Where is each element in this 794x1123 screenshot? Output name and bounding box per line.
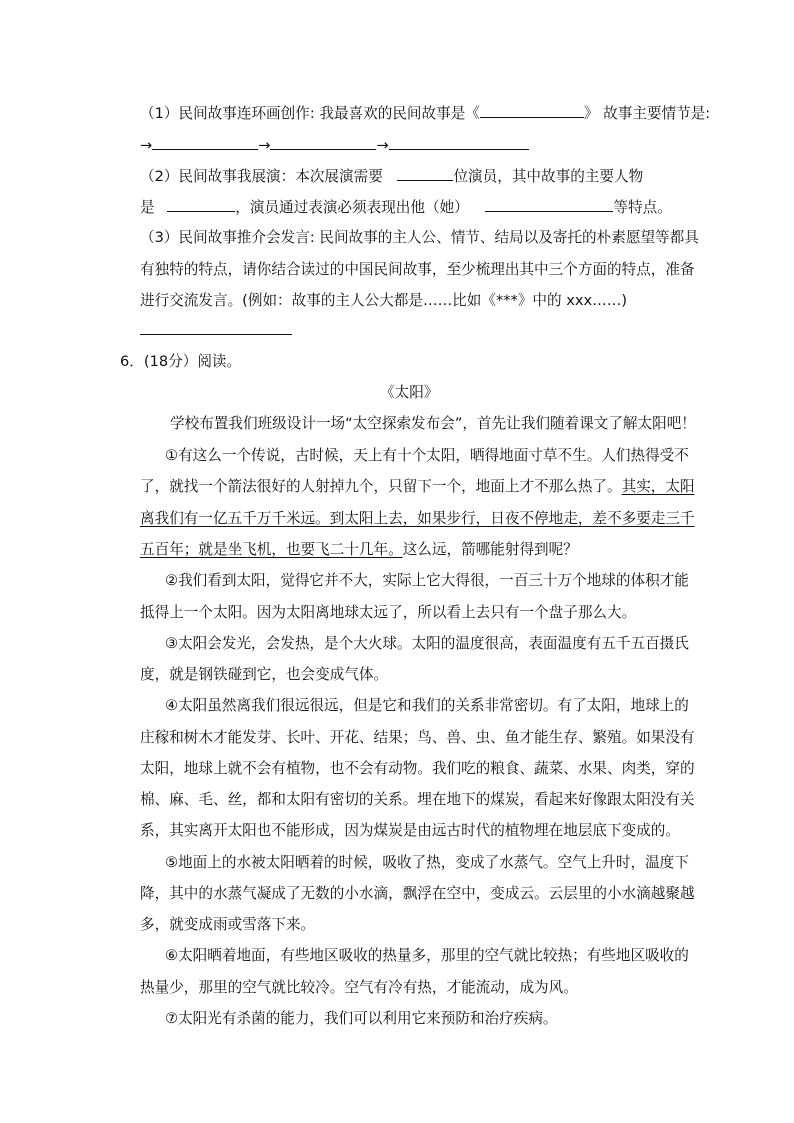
item2-text-e: 等特点。 (613, 199, 672, 216)
p1-line-4 (140, 540, 578, 560)
p1-line-4b: 这么远，箭哪能射得到呢？ (402, 541, 578, 558)
answer-blank-line[interactable] (140, 334, 292, 335)
p1-underlined-4a: 五百年；就是坐飞机，也要飞二十几年。 (140, 541, 403, 558)
question-6-header: 6．(18分）阅读。 (120, 353, 242, 370)
p1-line-3: 离我们有一亿五千万千米远。到太阳上去，如果步行，日夜不停地走，差不多要走三千 (140, 510, 695, 527)
p4-line-4: 棉、麻、毛、丝，都和太阳有密切的关系。埋在地下的煤炭，看起来好像跟太阳没有关 (140, 791, 695, 808)
item2-text-d: ，演员通过表演必须表现出他（她） (235, 199, 469, 216)
p5-line-1: ⑤地面上的水被太阳晒着的时候，吸收了热，变成了水蒸气。空气上升时，温度下 (165, 854, 689, 871)
p1-line-1: ①有这么一个传说，古时候，天上有十个太阳，晒得地面寸草不生。人们热得受不 (165, 447, 689, 464)
plot-blank-3[interactable] (389, 135, 529, 150)
main-character-blank[interactable] (167, 197, 235, 212)
p4-line-5: 系，其实离开太阳也不能形成，因为煤炭是由远古时代的植物埋在地层底下变成的。 (140, 822, 680, 839)
item3-line-3: 进行交流发言。(例如：故事的主人公大都是……比如《***》中的 xxx……) (140, 292, 628, 309)
passage-title: 《太阳》 (380, 384, 439, 401)
p5-line-2: 降，其中的水蒸气凝成了无数的小水滴，飘浮在空中，变成云。云层里的小水滴越聚越 (140, 885, 695, 902)
arrow-2: → (258, 137, 271, 154)
p1-line-2 (140, 477, 695, 497)
item3-line-1: （3）民间故事推介会发言: 民间故事的主人公、情节、结局以及寄托的朴素愿望等都具 (140, 229, 699, 246)
item1-line (140, 103, 710, 124)
item2-text-a: （2）民间故事我展演：本次展演需要 (140, 168, 383, 185)
item3-line-2: 有独特的特点，请你结合读过的中国民间故事，至少梳理出其中三个方面的特点，准备 (140, 261, 695, 278)
item1-close: 》 故事主要情节是: (583, 105, 711, 122)
plot-line (140, 135, 529, 156)
item2-text-b: 位演员，其中故事的主要人物 (453, 168, 644, 185)
p3-line-2: 度，就是钢铁碰到它，也会变成气体。 (140, 666, 389, 683)
actor-count-blank[interactable] (397, 166, 453, 181)
p4-line-3: 太阳，地球上就不会有植物，也不会有动物。我们吃的粮食、蔬菜、水果、肉类，穿的 (140, 760, 695, 777)
p1-underlined-2b: 其实，太阳 (621, 478, 695, 495)
p2-line-1: ②我们看到太阳，觉得它并不大，实际上它大得很，一百三十万个地球的体积才能 (165, 572, 689, 589)
item2-text-c: 是 (140, 199, 155, 216)
p4-line-1: ④太阳虽然离我们很远很远，但是它和我们的关系非常密切。有了太阳，地球上的 (165, 697, 689, 714)
p1-line-2a: 了，就找一个箭法很好的人射掉九个，只留下一个，地面上才不那么热了。 (140, 478, 622, 495)
passage-intro: 学校布置我们班级设计一场“太空探索发布会”，首先让我们随着课文了解太阳吧！ (170, 415, 696, 432)
arrow-1: → (140, 137, 153, 154)
plot-blank-1[interactable] (152, 135, 258, 150)
item2-line-1 (140, 166, 643, 187)
arrow-3: → (376, 137, 389, 154)
p6-line-1: ⑥太阳晒着地面，有些地区吸收的热量多，那里的空气就比较热；有些地区吸收的 (165, 947, 689, 964)
p6-line-2: 热量少，那里的空气就比较冷。空气有冷有热，才能流动，成为风。 (140, 979, 578, 996)
p2-line-2: 抵得上一个太阳。因为太阳离地球太远了，所以看上去只有一个盘子那么大。 (140, 604, 637, 621)
plot-blank-2[interactable] (270, 135, 376, 150)
p4-line-2: 庄稼和树木才能发芽、长叶、开花、结果；鸟、兽、虫、鱼才能生存、繁殖。如果没有 (140, 729, 695, 746)
item2-line-2 (140, 197, 672, 218)
p3-line-1: ③太阳会发光，会发热，是个大火球。太阳的温度很高，表面温度有五千五百摄氏 (165, 635, 689, 652)
item1-label: （1）民间故事连环画创作: 我最喜欢的民间故事是《 (140, 105, 480, 122)
p7-line-1: ⑦太阳光有杀菌的能力，我们可以利用它来预防和治疗疾病。 (165, 1010, 558, 1027)
p5-line-3: 多，就变成雨或雪落下来。 (140, 916, 316, 933)
favorite-story-blank[interactable] (480, 103, 584, 118)
character-traits-blank[interactable] (485, 197, 613, 212)
